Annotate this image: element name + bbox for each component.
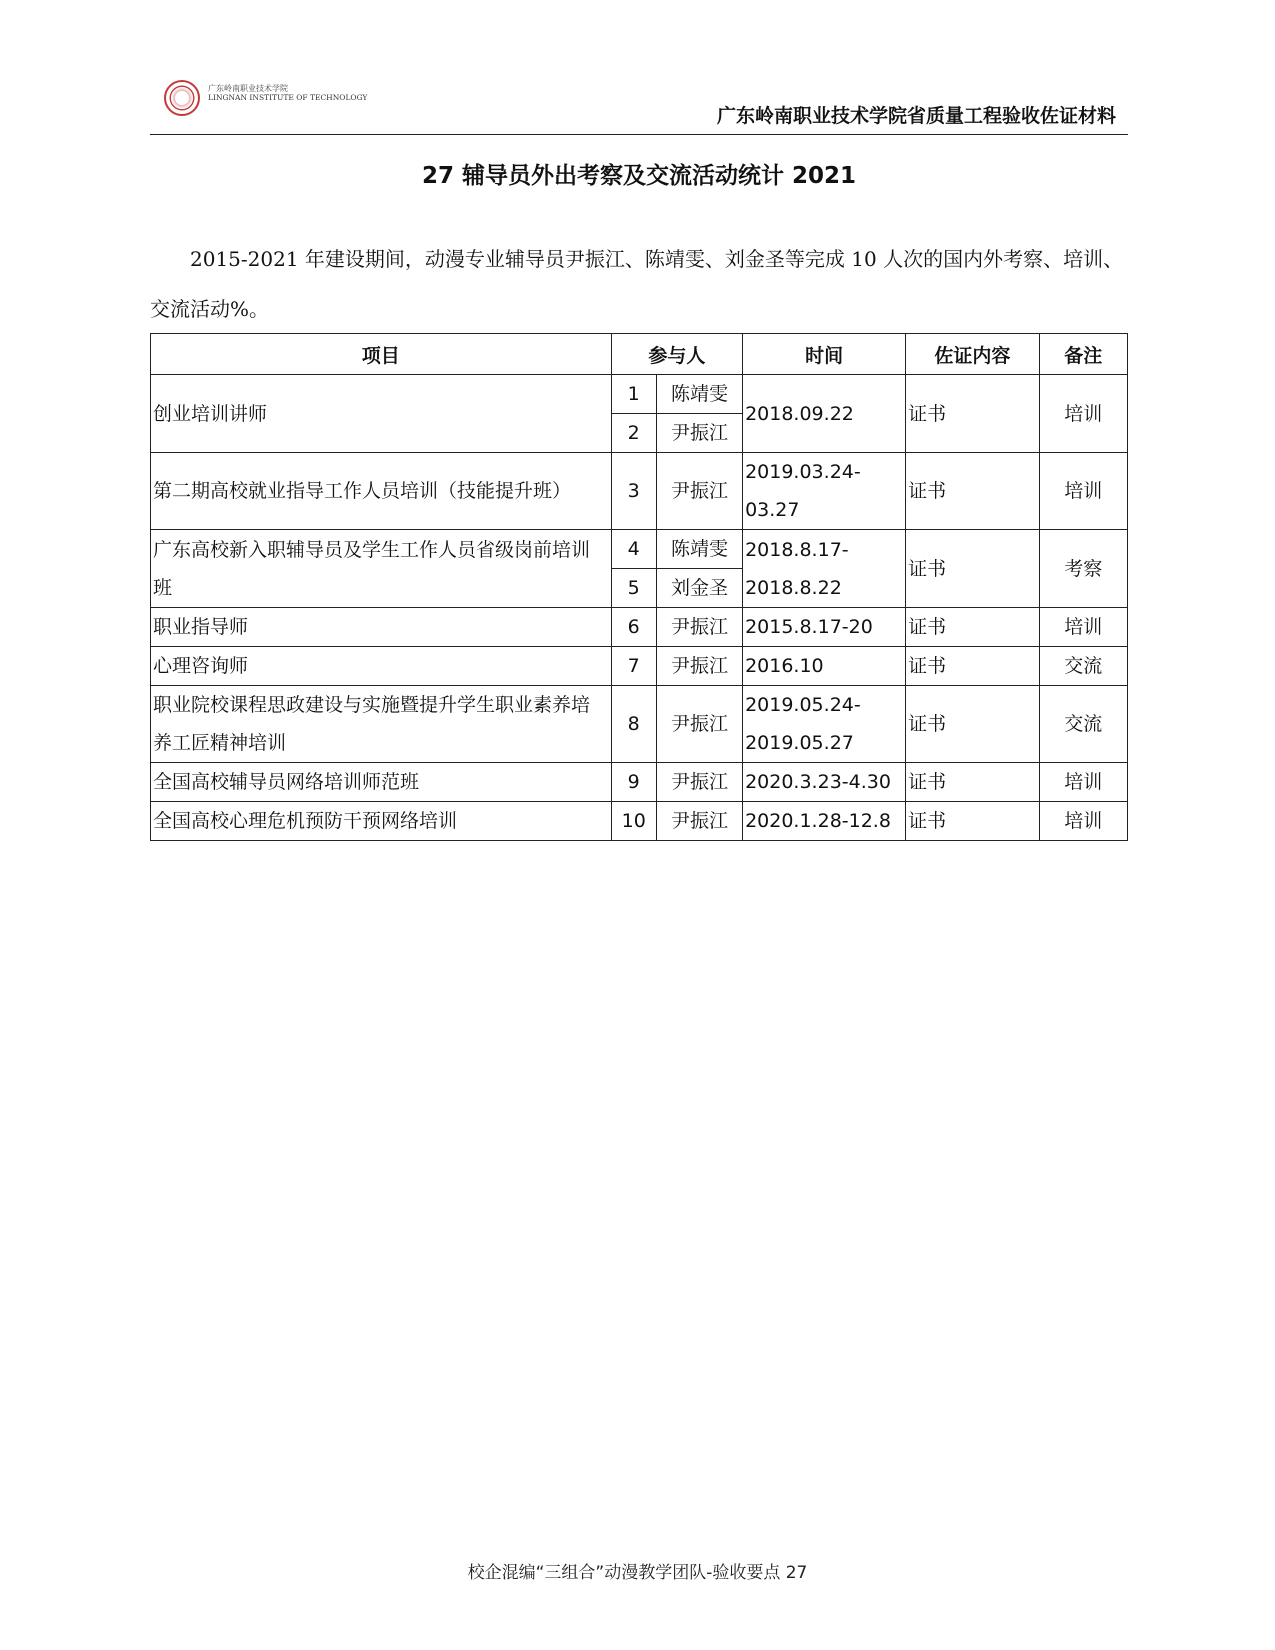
logo-en-name: LINGNAN INSTITUTE OF TECHNOLOGY	[208, 93, 368, 102]
cell-proof: 证书	[906, 647, 1040, 686]
cell-note: 培训	[1039, 802, 1127, 841]
table-header-row	[151, 334, 1128, 375]
cell-time: 2020.3.23-4.30	[743, 763, 906, 802]
cell-person: 陈靖雯	[656, 375, 742, 414]
header-project: 项目	[151, 334, 612, 375]
cell-proof: 证书	[906, 530, 1040, 608]
logo-seal-icon	[164, 80, 200, 116]
cell-num: 8	[611, 686, 656, 763]
table-row	[151, 453, 1128, 530]
cell-num: 5	[611, 569, 656, 608]
cell-project: 创业培训讲师	[151, 375, 612, 453]
table-row	[151, 802, 1128, 841]
cell-note: 培训	[1039, 608, 1127, 647]
table-row	[151, 763, 1128, 802]
page-header	[150, 72, 1128, 135]
table-row	[151, 686, 1128, 763]
cell-project: 第二期高校就业指导工作人员培训（技能提升班）	[151, 453, 612, 530]
table-row	[151, 608, 1128, 647]
cell-note: 交流	[1039, 686, 1127, 763]
cell-time: 2020.1.28-12.8	[743, 802, 906, 841]
cell-note: 交流	[1039, 647, 1127, 686]
header-proof: 佐证内容	[906, 334, 1040, 375]
cell-note: 培训	[1039, 375, 1127, 453]
cell-note: 培训	[1039, 453, 1127, 530]
cell-time: 2019.03.24-03.27	[743, 453, 906, 530]
cell-note: 考察	[1039, 530, 1127, 608]
cell-proof: 证书	[906, 686, 1040, 763]
header-note: 备注	[1039, 334, 1127, 375]
cell-person: 尹振江	[656, 608, 742, 647]
cell-proof: 证书	[906, 802, 1040, 841]
page-footer: 校企混编“三组合”动漫教学团队-验收要点 27	[467, 1563, 808, 1583]
cell-time: 2019.05.24-2019.05.27	[743, 686, 906, 763]
document-title: 27 辅导员外出考察及交流活动统计 2021	[421, 163, 857, 189]
cell-project: 职业指导师	[151, 608, 612, 647]
cell-time: 2018.8.17-2018.8.22	[743, 530, 906, 608]
header-participant: 参与人	[611, 334, 742, 375]
cell-time: 2018.09.22	[743, 375, 906, 453]
institute-logo	[164, 80, 368, 120]
cell-person: 刘金圣	[656, 569, 742, 608]
cell-time: 2015.8.17-20	[743, 608, 906, 647]
cell-num: 6	[611, 608, 656, 647]
cell-project: 职业院校课程思政建设与实施暨提升学生职业素养培养工匠精神培训	[151, 686, 612, 763]
cell-proof: 证书	[906, 453, 1040, 530]
header-time: 时间	[743, 334, 906, 375]
cell-person: 尹振江	[656, 414, 742, 453]
table-row	[151, 530, 1128, 569]
cell-person: 尹振江	[656, 802, 742, 841]
cell-proof: 证书	[906, 375, 1040, 453]
cell-note: 培训	[1039, 763, 1127, 802]
cell-person: 尹振江	[656, 647, 742, 686]
cell-project: 全国高校辅导员网络培训师范班	[151, 763, 612, 802]
cell-proof: 证书	[906, 763, 1040, 802]
table-row	[151, 647, 1128, 686]
cell-proof: 证书	[906, 608, 1040, 647]
cell-person: 尹振江	[656, 686, 742, 763]
logo-cn-name: 广东岭南职业技术学院	[208, 84, 288, 93]
cell-project: 心理咨询师	[151, 647, 612, 686]
cell-project: 广东高校新入职辅导员及学生工作人员省级岗前培训班	[151, 530, 612, 608]
cell-num: 2	[611, 414, 656, 453]
cell-project: 全国高校心理危机预防干预网络培训	[151, 802, 612, 841]
cell-num: 10	[611, 802, 656, 841]
intro-paragraph: 2015-2021 年建设期间，动漫专业辅导员尹振江、陈靖雯、刘金圣等完成 10 人次的国内外考察、培训、交流活动%。	[150, 247, 1124, 321]
cell-num: 3	[611, 453, 656, 530]
cell-num: 4	[611, 530, 656, 569]
cell-num: 9	[611, 763, 656, 802]
cell-num: 7	[611, 647, 656, 686]
cell-person: 尹振江	[656, 763, 742, 802]
cell-person: 尹振江	[656, 453, 742, 530]
cell-num: 1	[611, 375, 656, 414]
cell-person: 陈靖雯	[656, 530, 742, 569]
header-title: 广东岭南职业技术学院省质量工程验收佐证材料	[716, 105, 1116, 127]
cell-time: 2016.10	[743, 647, 906, 686]
table-row	[151, 375, 1128, 414]
activity-table	[150, 333, 1128, 841]
